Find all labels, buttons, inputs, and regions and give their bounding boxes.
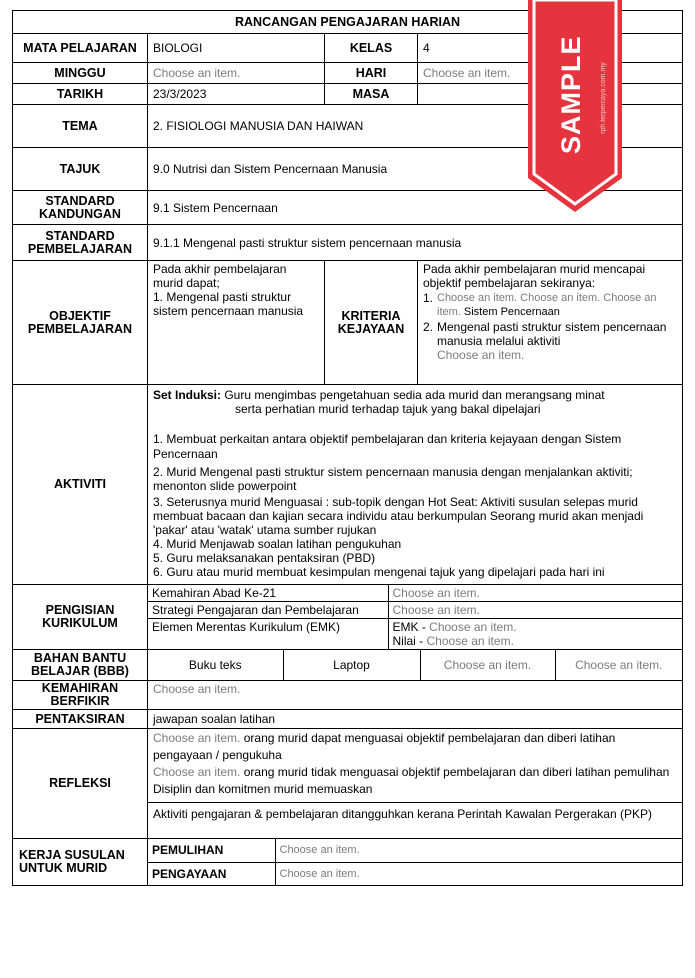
sample-watermark-url: rph.terpercaya.com.my: [600, 62, 607, 134]
minggu-label: MINGGU: [13, 63, 148, 84]
refleksi-note[interactable]: Aktiviti pengajaran & pembelajaran ditangguhkan kerana Perintah Kawalan Pergerakan (PKP): [153, 807, 652, 821]
kriteria-item-2: 2. Mengenal pasti struktur sistem pencernaan manusia melalui aktiviti Choose an item.: [423, 320, 667, 362]
bbb-cell: [148, 650, 683, 681]
set-induksi-text: Guru mengimbas pengetahuan sedia ada murid dan merangsang minat: [221, 388, 605, 402]
nilai-dropdown[interactable]: Choose an item.: [426, 634, 514, 648]
document-title: RANCANGAN PENGAJARAN HARIAN: [13, 11, 683, 34]
nilai-prefix: Nilai -: [392, 634, 427, 648]
aktiviti-step-6: 6. Guru atau murid membuat kesimpulan mengenai tajuk yang dipelajari pada hari ini: [153, 565, 605, 579]
kerja-susulan-label: KERJA SUSULAN UNTUK MURID: [13, 839, 148, 886]
kelas-label: KELAS: [325, 34, 418, 63]
bbb-item-4-dropdown[interactable]: Choose an item.: [575, 658, 663, 672]
refleksi-2-dropdown[interactable]: Choose an item.: [153, 765, 241, 779]
bbb-label: BAHAN BANTU BELAJAR (BBB): [13, 650, 148, 681]
pengisian-label: PENGISIAN KURIKULUM: [13, 585, 148, 650]
tarikh-value[interactable]: 23/3/2023: [148, 84, 325, 105]
emk-cell: [388, 619, 682, 650]
pentaksiran-label: PENTAKSIRAN: [13, 710, 148, 729]
kemahiran-abad-label: Kemahiran Abad Ke-21: [148, 585, 388, 602]
refleksi-1-text: orang murid dapat menguasai objektif pembelajaran dan diberi latihan pengayaan / pengukuha: [153, 731, 616, 762]
refleksi-cell: [148, 729, 683, 839]
hari-label: HARI: [325, 63, 418, 84]
aktiviti-step-2: 2. Murid Mengenal pasti struktur sistem pencernaan manusia dengan menjalankan aktiviti; menonton slide powerpoint: [153, 465, 633, 493]
kriteria-2-text: Mengenal pasti struktur sistem pencernaan manusia melalui aktiviti: [437, 320, 667, 348]
tema-label: TEMA: [13, 105, 148, 148]
kerja-susulan-cell: [148, 839, 683, 886]
refleksi-2-text: orang murid tidak menguasai objektif pembelajaran dan diberi latihan pemulihan Disiplin dan komitmen murid memuaskan: [153, 765, 670, 796]
refleksi-body[interactable]: [148, 729, 682, 803]
tarikh-label: TARIKH: [13, 84, 148, 105]
mata-pelajaran-label: MATA PELAJARAN: [13, 34, 148, 63]
pengisian-table: [148, 585, 682, 649]
aktiviti-cell[interactable]: [148, 385, 683, 585]
aktiviti-step-4: 4. Murid Menjawab soalan latihan pengukuhan: [153, 537, 402, 551]
standard-pembelajaran-label: STANDARD PEMBELAJARAN: [13, 225, 148, 261]
kriteria-label: KRITERIA KEJAYAAN: [325, 261, 418, 385]
set-induksi-text-2: serta perhatian murid terhadap tajuk yang bakal dipelajari: [235, 402, 541, 416]
mata-pelajaran-value[interactable]: BIOLOGI: [148, 34, 325, 63]
set-induksi-label: Set Induksi:: [153, 388, 222, 402]
standard-pembelajaran-value[interactable]: 9.1.1 Mengenal pasti struktur sistem pencernaan manusia: [148, 225, 683, 261]
hari-dropdown[interactable]: Choose an item.: [418, 63, 683, 84]
kriteria-2-dropdown[interactable]: Choose an item.: [437, 348, 525, 362]
objektif-intro: Pada akhir pembelajaran murid dapat;: [153, 262, 287, 290]
tajuk-label: TAJUK: [13, 148, 148, 191]
minggu-dropdown[interactable]: Choose an item.: [148, 63, 325, 84]
aktiviti-label: AKTIVITI: [13, 385, 148, 585]
bbb-item-2[interactable]: Laptop: [283, 650, 420, 680]
kemahiran-berfikir-dropdown[interactable]: Choose an item.: [148, 681, 683, 710]
pengayaan-dropdown[interactable]: Choose an item.: [275, 862, 682, 885]
strategi-dropdown[interactable]: Choose an item.: [388, 602, 682, 619]
kriteria-intro: Pada akhir pembelajaran murid mencapai objektif pembelajaran sekiranya:: [423, 262, 646, 290]
pengisian-cell: [148, 585, 683, 650]
bbb-table: [148, 650, 682, 680]
set-induksi: [153, 388, 677, 402]
objektif-item: 1. Mengenal pasti struktur sistem pencernaan manusia: [153, 290, 304, 318]
standard-kandungan-value[interactable]: 9.1 Sistem Pencernaan: [148, 191, 683, 225]
emk-label: Elemen Merentas Kurikulum (EMK): [148, 619, 388, 650]
kemahiran-abad-dropdown[interactable]: Choose an item.: [388, 585, 682, 602]
bbb-item-3-dropdown[interactable]: Choose an item.: [420, 650, 555, 680]
standard-kandungan-label: STANDARD KANDUNGAN: [13, 191, 148, 225]
pentaksiran-value[interactable]: jawapan soalan latihan: [148, 710, 683, 729]
kemahiran-berfikir-label: KEMAHIRAN BERFIKIR: [13, 681, 148, 710]
pemulihan-label: PEMULIHAN: [148, 839, 275, 862]
aktiviti-step-5: 5. Guru melaksanakan pentaksiran (PBD): [153, 551, 376, 565]
aktiviti-step-3: 3. Seterusnya murid Menguasai : sub-topik dengan Hot Seat: Aktiviti susulan selepas murid membuat bacaan dan kajian secara individu atau berkumpulan Seorang murid akan menjadi 'pakar' atau 'watak' utama sumber rujukan: [153, 495, 644, 537]
aktiviti-step-1: 1. Membuat perkaitan antara objektif pembelajaran dan kriteria kejayaan dengan Sistem Pencernaan: [153, 432, 622, 461]
sample-watermark-text: SAMPLE: [556, 35, 586, 154]
tema-value[interactable]: 2. FISIOLOGI MANUSIA DAN HAIWAN: [148, 105, 683, 148]
kelas-value[interactable]: 4: [418, 34, 683, 63]
bbb-item-1[interactable]: Buku teks: [148, 650, 283, 680]
susulan-table: [148, 839, 682, 885]
objektif-label: OBJEKTIF PEMBELAJARAN: [13, 261, 148, 385]
pemulihan-dropdown[interactable]: Choose an item.: [275, 839, 682, 862]
refleksi-1-dropdown[interactable]: Choose an item.: [153, 731, 241, 745]
kriteria-1-dropdown[interactable]: Choose an item. Choose an item. Choose an item.: [437, 292, 657, 318]
emk-dropdown[interactable]: Choose an item.: [429, 620, 517, 634]
objektif-cell[interactable]: [148, 261, 325, 385]
strategi-label: Strategi Pengajaran dan Pembelajaran: [148, 602, 388, 619]
kriteria-cell[interactable]: [418, 261, 683, 385]
emk-prefix: EMK -: [392, 620, 430, 634]
kriteria-item-1: 1. Choose an item. Choose an item. Choose an item. Sistem Pencernaan: [423, 291, 657, 318]
kriteria-1-text: Sistem Pencernaan: [460, 306, 560, 318]
refleksi-label: REFLEKSI: [13, 729, 148, 839]
pengayaan-label: PENGAYAAN: [148, 862, 275, 885]
tajuk-value[interactable]: 9.0 Nutrisi dan Sistem Pencernaan Manusia: [148, 148, 683, 191]
masa-label: MASA: [325, 84, 418, 105]
